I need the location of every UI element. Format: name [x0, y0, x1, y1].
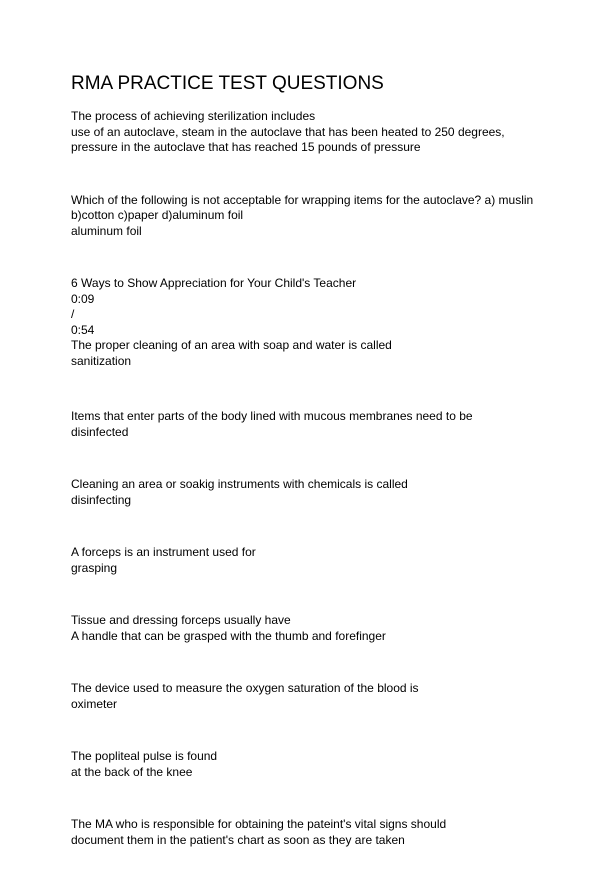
question-block-vital-signs [71, 817, 591, 848]
question-text: Items that enter parts of the body lined with mucous membranes need to be [71, 409, 473, 423]
answer-text: at the back of the knee [71, 764, 193, 779]
video-duration: 0:54 [71, 322, 95, 337]
answer-text: disinfecting [71, 492, 132, 507]
question-text: The process of achieving sterilization includes [71, 109, 316, 123]
question-text: Cleaning an area or soakig instruments with chemicals is called [71, 477, 408, 491]
page-title: RMA PRACTICE TEST QUESTIONS [71, 73, 384, 94]
question-text: The popliteal pulse is found [71, 749, 218, 763]
question-block-tissue-forceps [71, 613, 591, 644]
question-block-oximeter [71, 681, 591, 712]
answer-text: aluminum foil [71, 223, 142, 238]
video-current-time: 0:09 [71, 291, 95, 306]
answer-text: disinfected [71, 424, 129, 439]
question-block-sterilization [71, 109, 591, 156]
answer-text: pressure in the autoclave that has reached 15 pounds of pressure [71, 140, 421, 154]
document-page [71, 72, 591, 885]
question-text: Tissue and dressing forceps usually have [71, 613, 291, 627]
question-block-mucous-membranes [71, 409, 591, 440]
question-text: The proper cleaning of an area with soap and water is called [71, 338, 392, 352]
question-block-sanitization [71, 276, 591, 369]
video-title-text: 6 Ways to Show Appreciation for Your Child's Teacher [71, 276, 357, 290]
question-text: b)cotton c)paper d)aluminum foil [71, 208, 244, 222]
answer-text: sanitization [71, 353, 132, 368]
question-block-popliteal-pulse [71, 749, 591, 780]
question-text: The device used to measure the oxygen saturation of the blood is [71, 681, 419, 695]
answer-text: use of an autoclave, steam in the autoclave that has been heated to 250 degrees, [71, 124, 505, 139]
question-text: A forceps is an instrument used for [71, 545, 256, 559]
video-time-separator: / [71, 307, 75, 321]
answer-text: document them in the patient's chart as soon as they are taken [71, 832, 405, 847]
answer-text: oximeter [71, 696, 118, 711]
question-text: Which of the following is not acceptable for wrapping items for the autoclave? a) muslin [71, 192, 534, 207]
question-text: The MA who is responsible for obtaining the pateint's vital signs should [71, 817, 447, 831]
question-block-disinfecting [71, 477, 591, 508]
question-block-forceps [71, 545, 591, 576]
answer-text: A handle that can be grasped with the thumb and forefinger [71, 628, 386, 643]
question-block-autoclave-wrapping [71, 193, 591, 240]
answer-text: grasping [71, 560, 118, 575]
